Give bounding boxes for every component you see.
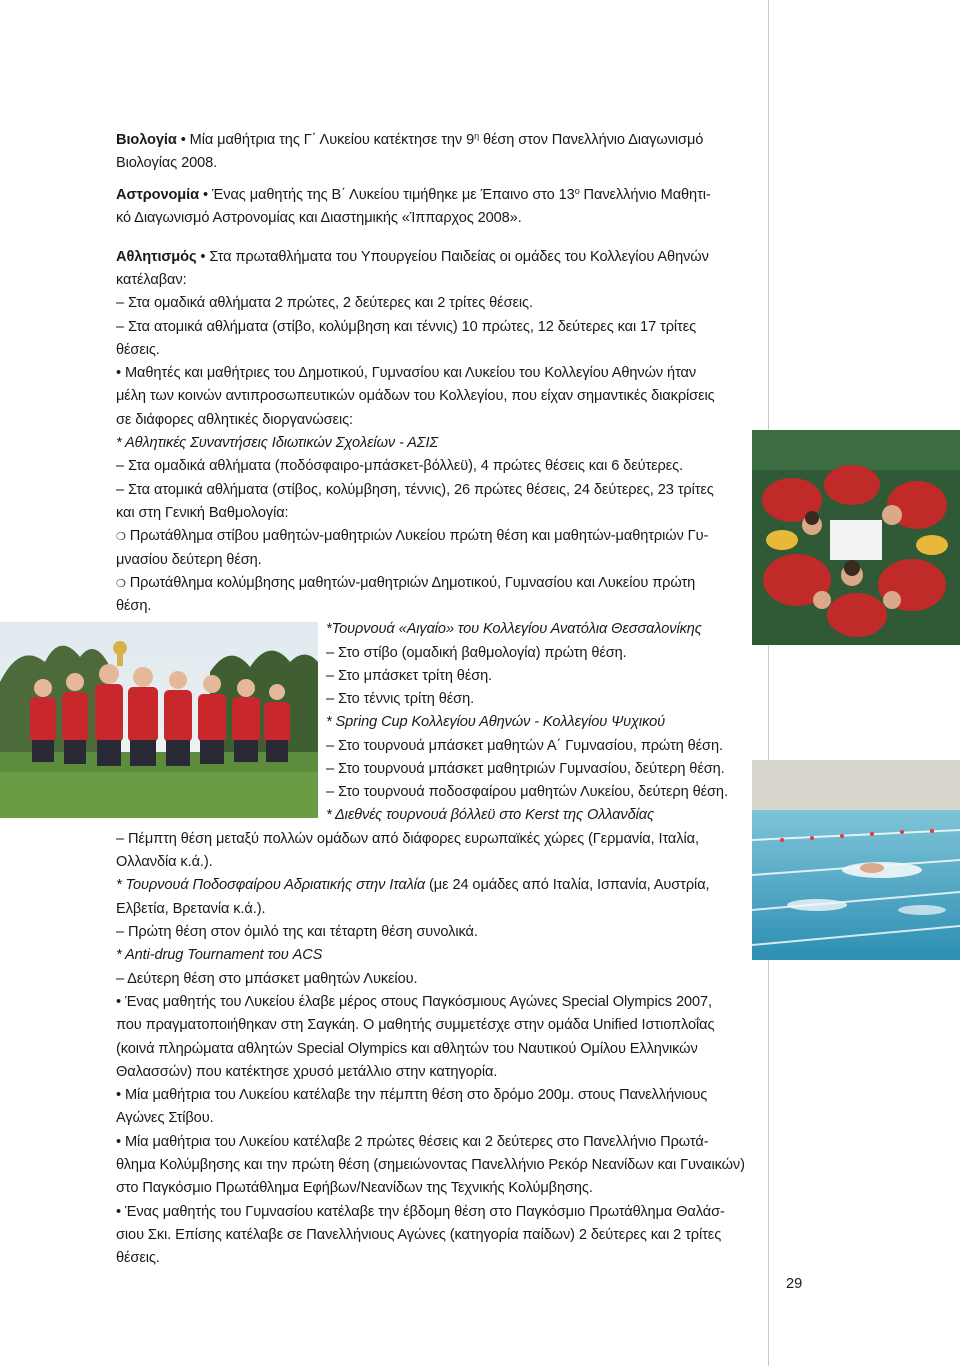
biology-heading: Βιολογία bbox=[116, 132, 177, 148]
teams-line-11: θέση. bbox=[116, 598, 152, 614]
teams-line-2: μέλη των κοινών αντιπροσωπευτικών ομάδων του Κολλεγίου, που είχαν σημαντικές διακρίσεις bbox=[116, 388, 715, 404]
astronomy-heading: Αστρονομία bbox=[116, 187, 199, 203]
teams-line-1: • Μαθητές και μαθήτριες του Δημοτικού, Γυμνασίου και Λυκείου του Κολλεγίου Αθηνών ήταν bbox=[116, 365, 697, 381]
bullet: • bbox=[202, 187, 208, 203]
aegean-line-4: – Στο τέννις τρίτη θέση. bbox=[326, 691, 475, 707]
astronomy-line-2: κό Διαγωνισμό Αστρονομίας και Διαστημικής «Ίππαρχος 2008». bbox=[116, 210, 522, 226]
teams-line-8: ❍ Πρωτάθλημα στίβου μαθητών-μαθητριών Λυκείου πρώτη θέση και μαθητών-μαθητριών Γυ- bbox=[116, 528, 709, 544]
springcup-line-5: * Spring Cup Κολλεγίου Αθηνών - Κολλεγίου Ψυχικού bbox=[326, 714, 666, 730]
bullet: • bbox=[116, 1087, 122, 1103]
track-line-1: • Μία μαθήτρια του Λυκείου κατέλαβε την πέμπτη θέση στο δρόμο 200μ. στους Πανελλήνιους bbox=[116, 1087, 708, 1103]
astronomy-line-1: Αστρονομία • Ένας μαθητής της Β΄ Λυκείου τιμήθηκε με Έπαινο στο $13^o$ Πανελλήνιο Μαθητι- bbox=[116, 186, 711, 203]
swimming-pool-photo bbox=[752, 760, 960, 960]
aegean-line-3: – Στο μπάσκετ τρίτη θέση. bbox=[326, 668, 493, 684]
adriatic-line-1: * Τουρνουά Ποδοσφαίρου Αδριατικής στην Ιταλία (με 24 ομάδες από Ιταλία, Ισπανία, Αυστρία, bbox=[116, 877, 710, 893]
springcup-line-8: – Στο τουρνουά ποδοσφαίρου μαθητών Λυκείου, δεύτερη θέση. bbox=[326, 784, 728, 800]
waterski-line-3: θέσεις. bbox=[116, 1250, 160, 1266]
antidrug-line-2: – Δεύτερη θέση στο μπάσκετ μαθητών Λυκείου. bbox=[116, 971, 418, 987]
teams-line-6: – Στα ατομικά αθλήματα (στίβος, κολύμβηση, τέννις), 26 πρώτες θέσεις, 24 δεύτερες, 23 τρίτες bbox=[116, 482, 714, 498]
track-line-2: Αγώνες Στίβου. bbox=[116, 1110, 214, 1126]
waterski-line-2: σιου Σκι. Επίσης κατέλαβε σε Πανελλήνιους Αγώνες (κατηγορία παίδων) 2 δεύτερες και 2 τρίτες bbox=[116, 1227, 722, 1243]
swimming-line-3: στο Παγκόσμιο Πρωτάθλημα Εφήβων/Νεανίδων της Τεχνικής Κολύμβησης. bbox=[116, 1180, 593, 1196]
teams-line-3: σε διάφορες αθλητικές διοργανώσεις: bbox=[116, 412, 353, 428]
biology-line-2: Βιολογίας 2008. bbox=[116, 155, 218, 171]
column-rule bbox=[768, 0, 769, 1366]
swimming-line-2: θλημα Κολύμβησης και την πρώτη θέση (σημειώνοντας Πανελλήνιο Ρεκόρ Νεανίδων και Γυναικών) bbox=[116, 1157, 745, 1173]
biology-line-1: Βιολογία • Μία μαθήτρια της Γ΄ Λυκείου κατέκτησε την $9^\eta$ θέση στον Πανελλήνιο Διαγωνισμό bbox=[116, 131, 704, 148]
athletics-heading: Αθλητισμός bbox=[116, 249, 197, 265]
kerst-line-10: – Πέμπτη θέση μεταξύ πολλών ομάδων από διάφορες ευρωπαϊκές χώρες (Γερμανία, Ιταλία, bbox=[116, 831, 699, 847]
teams-line-4: * Αθλητικές Συναντήσεις Ιδιωτικών Σχολείων - ΑΣΙΣ bbox=[116, 435, 439, 451]
kerst-line-11: Ολλανδία κ.ά.). bbox=[116, 854, 213, 870]
bullet: • bbox=[116, 365, 122, 381]
bullet: • bbox=[116, 994, 122, 1010]
springcup-line-7: – Στο τουρνουά μπάσκετ μαθητριών Γυμνασίου, δεύτερη θέση. bbox=[326, 761, 725, 777]
adriatic-line-2: Ελβετία, Βρετανία κ.ά.). bbox=[116, 901, 266, 917]
teams-line-9: μνασίου δεύτερη θέση. bbox=[116, 552, 262, 568]
teams-line-5: – Στα ομαδικά αθλήματα (ποδόσφαιρο-μπάσκετ-βόλλεϋ), 4 πρώτες θέσεις και 6 δεύτερες. bbox=[116, 458, 684, 474]
team-photo-football bbox=[0, 622, 318, 818]
teams-line-7: και στη Γενική Βαθμολογία: bbox=[116, 505, 289, 521]
kerst-line-9: * Διεθνές τουρνουά βόλλεϋ στο Kerst της Ολλανδίας bbox=[326, 807, 654, 823]
bullet: • bbox=[200, 249, 206, 265]
bullet: • bbox=[116, 1134, 122, 1150]
antidrug-line-1: * Anti-drug Tournament του ACS bbox=[116, 947, 323, 963]
waterski-line-1: • Ένας μαθητής του Γυμνασίου κατέλαβε την έβδομη θέση στο Παγκόσμιο Πρωτάθλημα Θαλάσ- bbox=[116, 1204, 725, 1220]
special-olympics-line-4: Θαλασσών) που κατέκτησε χρυσό μετάλλιο στην κατηγορία. bbox=[116, 1064, 498, 1080]
special-olympics-line-1: • Ένας μαθητής του Λυκείου έλαβε μέρος στους Παγκόσμιους Αγώνες Special Olympics 2007, bbox=[116, 994, 712, 1010]
bullet: • bbox=[180, 132, 186, 148]
circle-bullet-icon: ❍ bbox=[116, 531, 126, 543]
athletics-line-4: – Στα ατομικά αθλήματα (στίβο, κολύμβηση και τέννις) 10 πρώτες, 12 δεύτερες και 17 τρίτες bbox=[116, 319, 697, 335]
athletics-line-1: Αθλητισμός • Στα πρωταθλήματα του Υπουργείου Παιδείας οι ομάδες του Κολλεγίου Αθηνών bbox=[116, 249, 709, 265]
athletics-line-2: κατέλαβαν: bbox=[116, 272, 187, 288]
athletics-line-3: – Στα ομαδικά αθλήματα 2 πρώτες, 2 δεύτερες και 2 τρίτες θέσεις. bbox=[116, 295, 533, 311]
special-olympics-line-3: (κοινά πληρώματα αθλητών Special Olympics και αθλητών του Ναυτικού Ομίλου Ελληνικών bbox=[116, 1041, 698, 1057]
adriatic-line-3: – Πρώτη θέση στον όμιλό της και τέταρτη θέση συνολικά. bbox=[116, 924, 478, 940]
teams-line-10: ❍ Πρωτάθλημα κολύμβησης μαθητών-μαθητριών Δημοτικού, Γυμνασίου και Λυκείου πρώτη bbox=[116, 575, 696, 591]
swimming-line-1: • Μία μαθήτρια του Λυκείου κατέλαβε 2 πρώτες θέσεις και 2 δεύτερες στο Πανελλήνιο Πρωτά- bbox=[116, 1134, 709, 1150]
athletics-line-5: θέσεις. bbox=[116, 342, 160, 358]
special-olympics-line-2: που πραγματοποιήθηκαν στη Σαγκάη. Ο μαθητής συμμετέσχε στην ομάδα Unified Ιστιοπλοΐας bbox=[116, 1017, 715, 1033]
aegean-line-2: – Στο στίβο (ομαδική βαθμολογία) πρώτη θέση. bbox=[326, 645, 627, 661]
bullet: • bbox=[116, 1204, 122, 1220]
team-huddle-photo bbox=[752, 430, 960, 645]
aegean-line-1: *Τουρνουά «Αιγαίο» του Κολλεγίου Ανατόλια Θεσσαλονίκης bbox=[326, 621, 702, 637]
page-number: 29 bbox=[786, 1276, 803, 1292]
circle-bullet-icon: ❍ bbox=[116, 578, 126, 590]
springcup-line-6: – Στο τουρνουά μπάσκετ μαθητών Α΄ Γυμνασίου, πρώτη θέση. bbox=[326, 738, 723, 754]
